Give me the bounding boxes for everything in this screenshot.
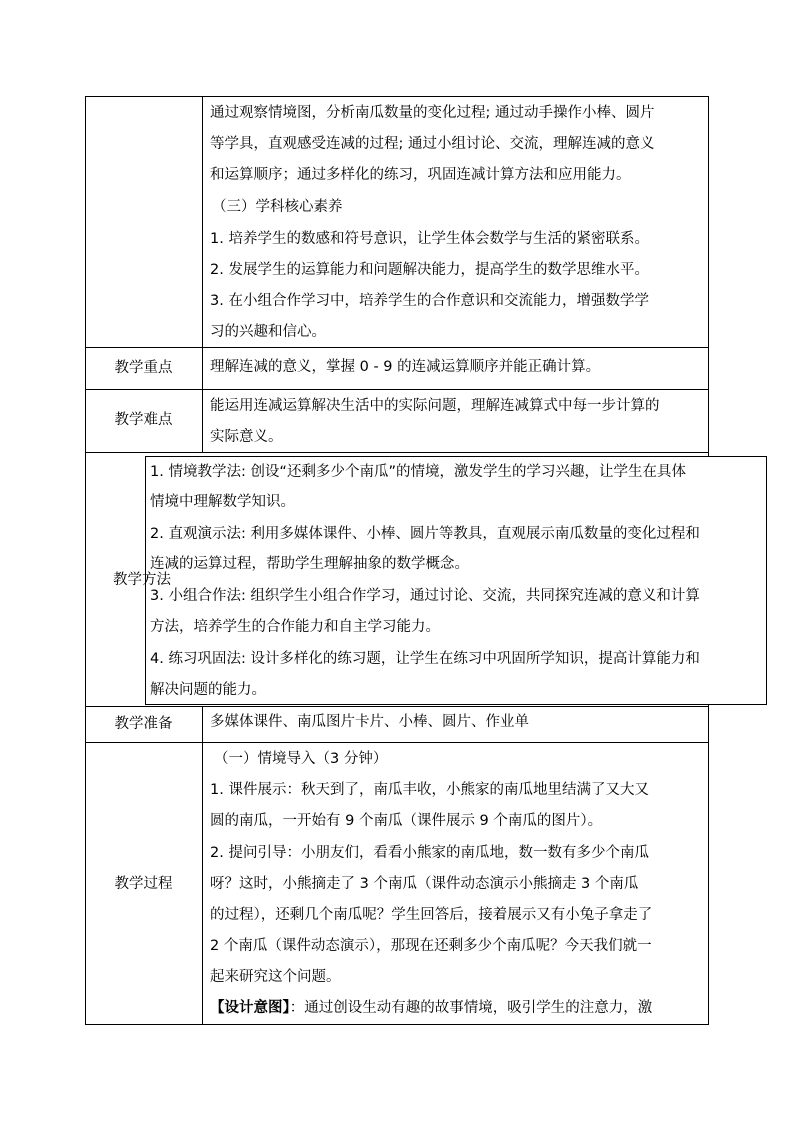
methods-inner-bottom xyxy=(145,704,767,705)
design-intent-text: ：通过创设生动有趣的故事情境，吸引学生的注意力，激 xyxy=(289,1000,653,1016)
methods-text-line: 2. 直观演示法: 利用多媒体课件、小棒、圆片等教具，直观展示南瓜数量的变化过程和 xyxy=(150,526,700,542)
table-right-border xyxy=(708,96,709,456)
methods-text-line: 1. 情境教学法: 创设“还剩多少个南瓜”的情境，激发学生的学习兴趣，让学生在具体 xyxy=(150,464,686,480)
core-literacy-line: 2. 发展学生的运算能力和问题解决能力，提高学生的数学思维水平。 xyxy=(210,262,649,278)
row-divider xyxy=(85,347,709,348)
process-label: 教学过程 xyxy=(114,876,173,892)
core-literacy-line: 3. 在小组合作学习中，培养学生的合作意识和交流能力，增强数学学 xyxy=(210,293,649,309)
preparation-text: 多媒体课件、南瓜图片卡片、小棒、圆片、作业单 xyxy=(210,714,529,730)
core-literacy-line: 1. 培养学生的数感和符号意识，让学生体会数学与生活的紧密联系。 xyxy=(210,231,649,247)
difficulties-label: 教学难点 xyxy=(114,412,173,428)
design-intent-line xyxy=(210,998,652,1018)
table-right-border xyxy=(708,704,709,1024)
process-text-line: 2 个南瓜（课件动态演示），那现在还剩多少个南瓜呢？今天我们就一 xyxy=(210,938,652,954)
methods-text-line: 连减的运算过程，帮助学生理解抽象的数学概念。 xyxy=(150,556,469,572)
table-bottom-border xyxy=(85,1024,709,1025)
row-divider xyxy=(85,389,709,390)
process-text-line: 呀？这时，小熊摘走了 3 个南瓜（课件动态演示小熊摘走 3 个南瓜 xyxy=(210,876,639,892)
column-divider xyxy=(202,96,203,452)
methods-text-line: 3. 小组合作法: 组织学生小组合作学习，通过讨论、交流，共同探究连减的意义和计算 xyxy=(150,588,700,604)
process-text-line: 1. 课件展示：秋天到了，南瓜丰收，小熊家的南瓜地里结满了又大又 xyxy=(210,782,649,798)
methods-text-line: 情境中理解数学知识。 xyxy=(150,494,295,510)
goals-text-line: 通过观察情境图，分析南瓜数量的变化过程; 通过动手操作小棒、圆片 xyxy=(210,105,655,121)
row-divider xyxy=(85,452,709,453)
difficulties-text-line: 实际意义。 xyxy=(210,429,283,445)
methods-text-line: 4. 练习巩固法: 设计多样化的练习题，让学生在练习中巩固所学知识，提高计算能力和 xyxy=(150,651,700,667)
goals-text-line: 和运算顺序；通过多样化的练习，巩固连减计算方法和应用能力。 xyxy=(210,167,631,183)
methods-inner-top xyxy=(145,456,767,457)
process-text-line: 圆的南瓜，一开始有 9 个南瓜（课件展示 9 个南瓜的图片）。 xyxy=(210,813,603,829)
methods-text-line: 解决问题的能力。 xyxy=(150,682,266,698)
table-top-border xyxy=(85,96,709,97)
process-text-line: 起来研究这个问题。 xyxy=(210,969,341,985)
row-divider xyxy=(85,706,709,707)
process-heading: （一）情境导入（3 分钟） xyxy=(214,751,388,767)
difficulties-text-line: 能运用连减运算解决生活中的实际问题，理解连减算式中每一步计算的 xyxy=(210,398,660,414)
key-points-text: 理解连减的意义，掌握 0 - 9 的连减运算顺序并能正确计算。 xyxy=(210,359,601,375)
key-points-label: 教学重点 xyxy=(114,360,173,376)
core-literacy-line: 习的兴趣和信心。 xyxy=(210,324,326,340)
process-text-line: 的过程），还剩几个南瓜呢？学生回答后，接着展示又有小兔子拿走了 xyxy=(210,907,653,923)
column-divider xyxy=(202,706,203,1024)
methods-text-line: 方法，培养学生的合作能力和自主学习能力。 xyxy=(150,619,440,635)
preparation-label: 教学准备 xyxy=(114,716,173,732)
methods-inner-right xyxy=(766,456,767,704)
core-literacy-heading: （三）学科核心素养 xyxy=(212,199,343,215)
design-intent-label: 【设计意图】 xyxy=(210,1000,290,1016)
methods-label: 教学方法 xyxy=(113,572,171,588)
process-text-line: 2. 提问引导：小朋友们，看看小熊家的南瓜地，数一数有多少个南瓜 xyxy=(210,845,649,861)
row-divider xyxy=(85,742,709,743)
goals-text-line: 等学具，直观感受连减的过程; 通过小组讨论、交流，理解连减的意义 xyxy=(210,136,655,152)
